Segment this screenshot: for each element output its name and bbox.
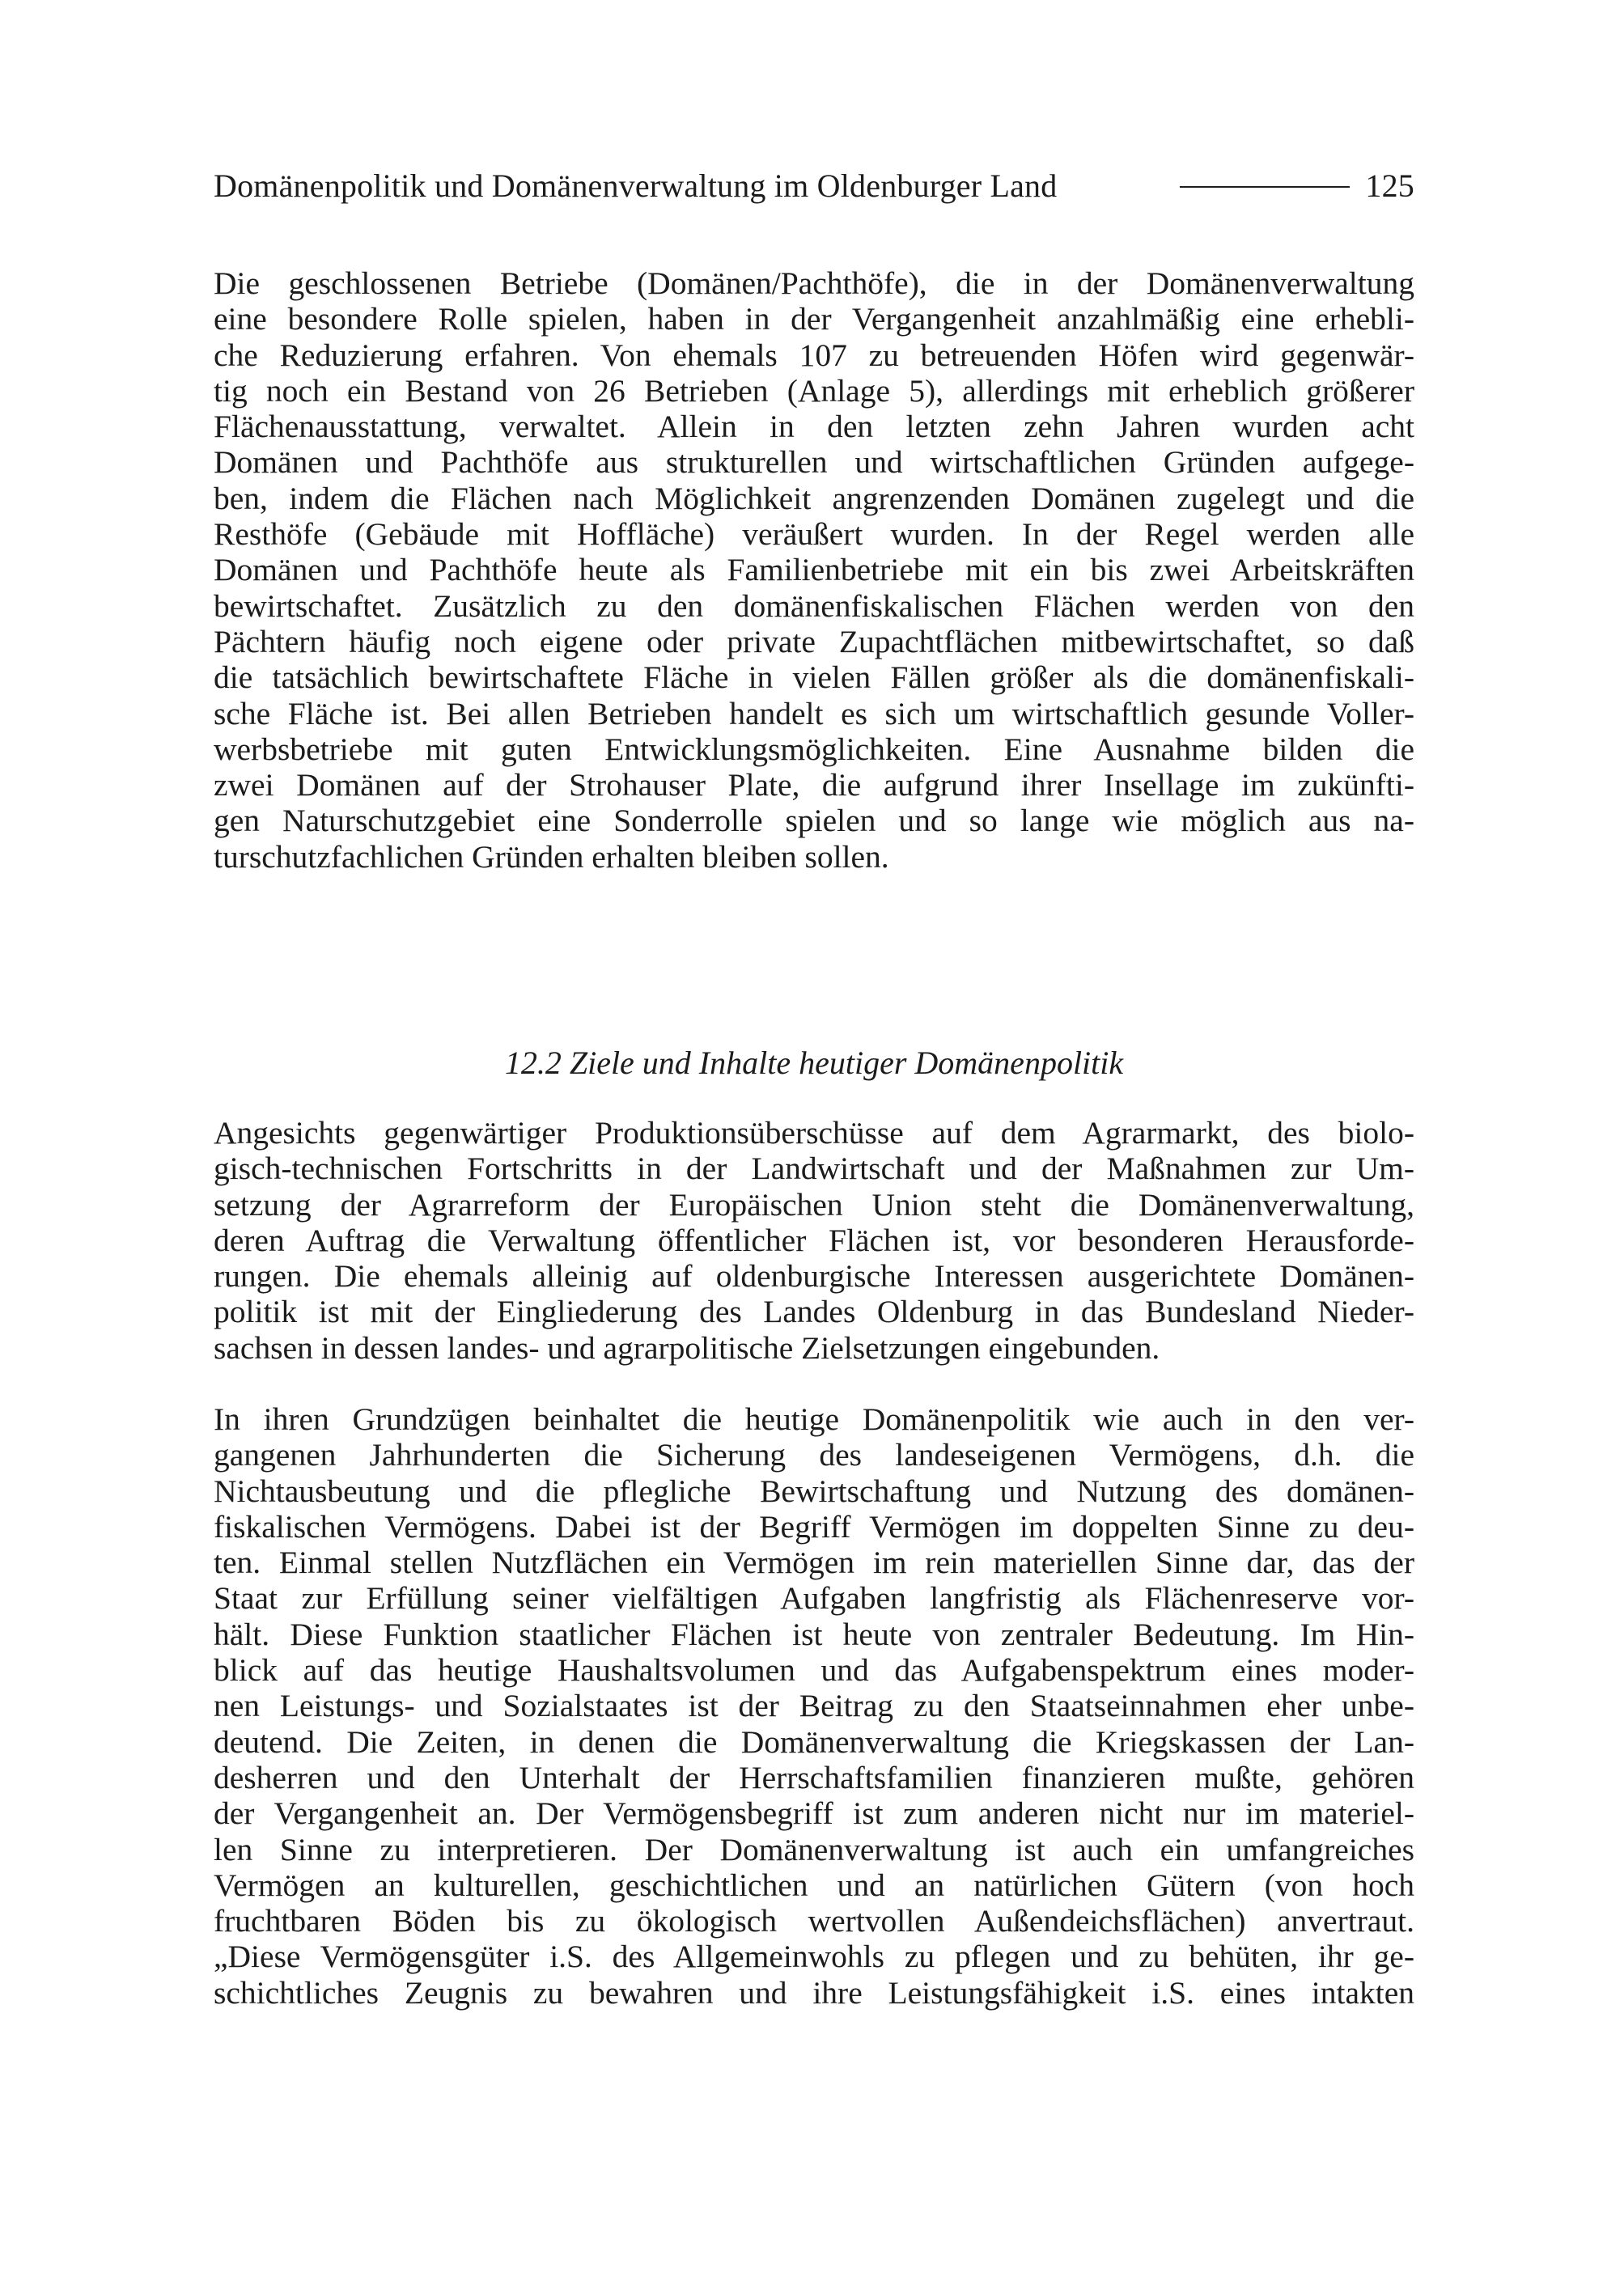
text-line: deren Auftrag die Verwaltung öffentlicher Flächen ist, vor besonderen Herausforde- (214, 1222, 1414, 1258)
paragraph (214, 1401, 1414, 2011)
text-line: Nichtausbeutung und die pflegliche Bewirtschaftung und Nutzung des domänen- (214, 1473, 1414, 1509)
text-line: Domänen und Pachthöfe heute als Familienbetriebe mit ein bis zwei Arbeitskräften (214, 552, 1414, 588)
text-line: Vermögen an kulturellen, geschichtlichen und an natürlichen Gütern (von hoch (214, 1867, 1414, 1903)
text-line: der Vergangenheit an. Der Vermögensbegriff ist zum anderen nicht nur im materiel- (214, 1795, 1414, 1832)
text-line: fiskalischen Vermögens. Dabei ist der Begriff Vermögen im doppelten Sinne zu deu- (214, 1508, 1414, 1545)
text-line: Resthöfe (Gebäude mit Hoffläche) veräußert wurden. In der Regel werden alle (214, 516, 1414, 553)
text-line: ten. Einmal stellen Nutzflächen ein Vermögen im rein materiellen Sinne dar, das der (214, 1545, 1414, 1581)
text-line: die tatsächlich bewirtschaftete Fläche in vielen Fällen größer als die domänenfiskali- (214, 659, 1414, 696)
text-line: gen Naturschutzgebiet eine Sonderrolle spielen und so lange wie möglich aus na- (214, 803, 1414, 839)
text-line: eine besondere Rolle spielen, haben in der Vergangenheit anzahlmäßig eine erhebli- (214, 301, 1414, 337)
text-line: In ihren Grundzügen beinhaltet die heutige Domänenpolitik wie auch in den ver- (214, 1401, 1414, 1437)
paragraph (214, 1115, 1414, 1366)
text-line: „Diese Vermögensgüter i.S. des Allgemeinwohls zu pflegen und zu behüten, ihr ge- (214, 1939, 1414, 1975)
text-line: fruchtbaren Böden bis zu ökologisch wertvollen Außendeichsflächen) anvertraut. (214, 1903, 1414, 1939)
text-line: Flächenausstattung, verwaltet. Allein in den letzten zehn Jahren wurden acht (214, 409, 1414, 445)
text-line: desherren und den Unterhalt der Herrschaftsfamilien finanzieren mußte, gehören (214, 1759, 1414, 1795)
text-line: werbsbetriebe mit guten Entwicklungsmöglichkeiten. Eine Ausnahme bilden die (214, 731, 1414, 767)
text-line: zwei Domänen auf der Strohauser Plate, die aufgrund ihrer Insellage im zukünfti- (214, 767, 1414, 803)
text-line: sachsen in dessen landes- und agrarpolitische Zielsetzungen eingebunden. (214, 1329, 1160, 1366)
header-rule (1180, 186, 1350, 188)
text-line: Angesichts gegenwärtiger Produktionsüberschüsse auf dem Agrarmarkt, des biolo- (214, 1115, 1414, 1151)
running-header-title: Domänenpolitik und Domänenverwaltung im Oldenburger Land (214, 167, 1058, 204)
text-line: turschutzfachlichen Gründen erhalten bleiben sollen. (214, 838, 889, 875)
text-line: blick auf das heutige Haushaltsvolumen und das Aufgabenspektrum eines moder- (214, 1652, 1414, 1689)
section-heading: 12.2 Ziele und Inhalte heutiger Domänenpolitik (504, 1045, 1124, 1081)
text-line: tig noch ein Bestand von 26 Betrieben (Anlage 5), allerdings mit erheblich größerer (214, 372, 1414, 409)
text-line: gangenen Jahrhunderten die Sicherung des landeseigenen Vermögens, d.h. die (214, 1437, 1414, 1473)
text-line: deutend. Die Zeiten, in denen die Domänenverwaltung die Kriegskassen der Lan- (214, 1723, 1414, 1760)
text-line: gisch-technischen Fortschritts in der Landwirtschaft und der Maßnahmen zur Um- (214, 1151, 1414, 1187)
paragraph (214, 265, 1414, 875)
text-line: setzung der Agrarreform der Europäischen Union steht die Domänenverwaltung, (214, 1186, 1414, 1223)
text-line: rungen. Die ehemals alleinig auf oldenburgische Interessen ausgerichtete Domänen- (214, 1258, 1414, 1295)
text-line: ben, indem die Flächen nach Möglichkeit angrenzenden Domänen zugelegt und die (214, 480, 1414, 516)
text-line: nen Leistungs- und Sozialstaates ist der Beitrag zu den Staatseinnahmen eher unbe- (214, 1688, 1414, 1724)
text-line: che Reduzierung erfahren. Von ehemals 107 zu betreuenden Höfen wird gegenwär- (214, 337, 1414, 373)
text-line: Domänen und Pachthöfe aus strukturellen und wirtschaftlichen Gründen aufgege- (214, 444, 1414, 481)
running-header (214, 162, 1414, 210)
text-line: schichtliches Zeugnis zu bewahren und ihre Leistungsfähigkeit i.S. eines intakten (214, 1974, 1414, 2011)
text-line: Die geschlossenen Betriebe (Domänen/Pachthöfe), die in der Domänenverwaltung (214, 265, 1414, 301)
text-line: Pächtern häufig noch eigene oder private Zupachtflächen mitbewirtschaftet, so daß (214, 623, 1414, 659)
text-line: politik ist mit der Eingliederung des Landes Oldenburg in das Bundesland Nieder- (214, 1294, 1414, 1330)
text-line: Staat zur Erfüllung seiner vielfältigen Aufgaben langfristig als Flächenreserve vor- (214, 1580, 1414, 1617)
text-line: sche Fläche ist. Bei allen Betrieben handelt es sich um wirtschaftlich gesunde Voller- (214, 695, 1414, 731)
page-number: 125 (1365, 167, 1414, 204)
text-line: len Sinne zu interpretieren. Der Domänenverwaltung ist auch ein umfangreiches (214, 1831, 1414, 1867)
text-line: bewirtschaftet. Zusätzlich zu den domänenfiskalischen Flächen werden von den (214, 587, 1414, 624)
text-line: hält. Diese Funktion staatlicher Flächen ist heute von zentraler Bedeutung. Im Hin- (214, 1616, 1414, 1652)
